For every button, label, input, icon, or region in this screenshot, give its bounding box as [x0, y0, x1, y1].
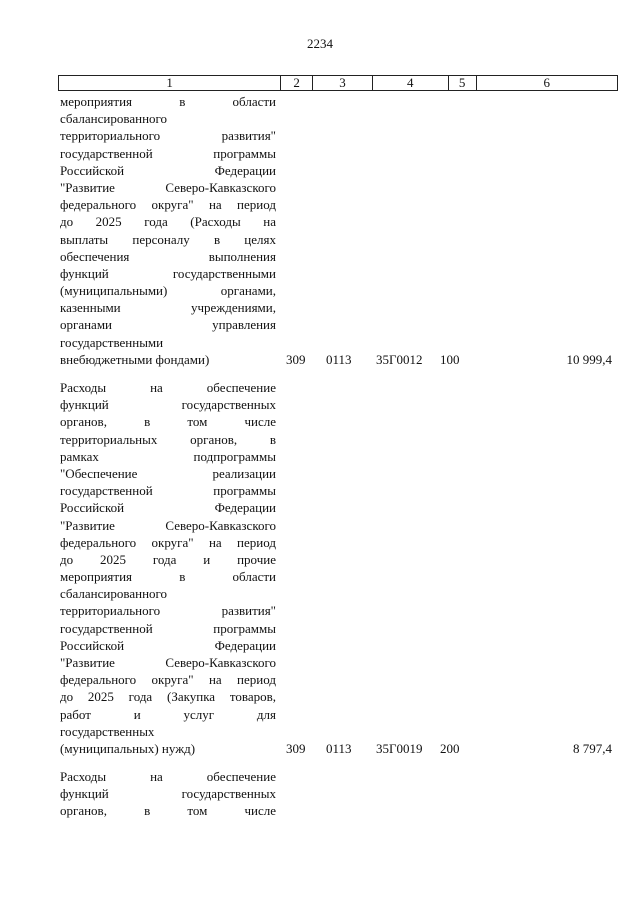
table-row	[58, 379, 618, 757]
description-line: Российской Федерации	[60, 500, 276, 516]
section-code: 0113	[326, 351, 352, 367]
table-row	[58, 93, 618, 368]
description-line: Российской Федерации	[60, 162, 276, 178]
description-line: рамках подпрограммы	[60, 448, 276, 464]
description-line: сбалансированного	[60, 111, 168, 127]
page-number: 2234	[307, 36, 333, 51]
header-col-2: 2	[280, 76, 312, 90]
row-description	[58, 93, 276, 368]
description-line: мероприятия в области	[60, 94, 276, 109]
description-line: сбалансированного	[60, 586, 168, 602]
description-line: территориального развития"	[60, 603, 276, 619]
ministry-code: 309	[286, 740, 306, 756]
description-line: территориального развития"	[60, 128, 276, 144]
header-col-6: 6	[476, 76, 617, 90]
description-line: до 2025 года и прочие	[60, 551, 276, 567]
row-codes	[58, 740, 618, 757]
description-line: функций государственными	[60, 265, 276, 281]
header-col-4: 4	[372, 76, 448, 90]
target-article-code: 35Г0012	[376, 351, 423, 367]
table-header	[58, 75, 618, 91]
table-row	[58, 768, 618, 820]
description-line: "Развитие Северо-Кавказского	[60, 655, 276, 670]
expense-type-code: 100	[440, 351, 460, 367]
description-line: федерального округа" на период	[60, 197, 276, 213]
description-line: органов, в том числе	[60, 803, 276, 819]
description-line: (муниципальных) нужд)	[60, 740, 196, 756]
description-line: функций государственных	[60, 397, 276, 413]
description-line: до 2025 года (Закупка товаров,	[60, 689, 276, 705]
header-col-3: 3	[312, 76, 372, 90]
description-line: работ и услуг для	[60, 706, 276, 722]
section-code: 0113	[326, 740, 352, 756]
description-line: государственной программы	[60, 483, 276, 499]
amount-value: 10 999,4	[566, 351, 612, 367]
header-col-1: 1	[166, 75, 173, 90]
description-line: Расходы на обеспечение	[60, 380, 276, 395]
description-line: федерального округа" на период	[60, 672, 276, 688]
description-line: государственной программы	[60, 620, 276, 636]
row-codes	[58, 351, 618, 368]
description-line: мероприятия в области	[60, 569, 276, 585]
description-line: Российской Федерации	[60, 637, 276, 653]
amount-value: 8 797,4	[573, 740, 612, 756]
description-line: территориальных органов, в	[60, 431, 276, 447]
description-line: "Обеспечение реализации	[60, 465, 276, 481]
row-description	[58, 768, 276, 820]
expense-type-code: 200	[440, 740, 460, 756]
description-line: до 2025 года (Расходы на	[60, 214, 276, 230]
description-line: государственной программы	[60, 145, 276, 161]
description-line: "Развитие Северо-Кавказского	[60, 179, 276, 195]
description-line: государственных	[60, 723, 155, 739]
description-line: федерального округа" на период	[60, 534, 276, 550]
description-line: функций государственных	[60, 786, 276, 802]
description-line: (муниципальными) органами,	[60, 283, 276, 299]
description-line: выплаты персоналу в целях	[60, 231, 276, 247]
header-col-5: 5	[448, 76, 476, 90]
description-line: внебюджетными фондами)	[60, 351, 210, 367]
description-line: Расходы на обеспечение	[60, 769, 276, 784]
description-line: обеспечения выполнения	[60, 248, 276, 264]
description-line: "Развитие Северо-Кавказского	[60, 517, 276, 533]
target-article-code: 35Г0019	[376, 740, 423, 756]
description-line: органами управления	[60, 317, 276, 333]
row-description	[58, 379, 276, 757]
description-line: казенными учреждениями,	[60, 300, 276, 316]
description-line: государственными	[60, 334, 164, 350]
description-line: органов, в том числе	[60, 414, 276, 430]
ministry-code: 309	[286, 351, 306, 367]
